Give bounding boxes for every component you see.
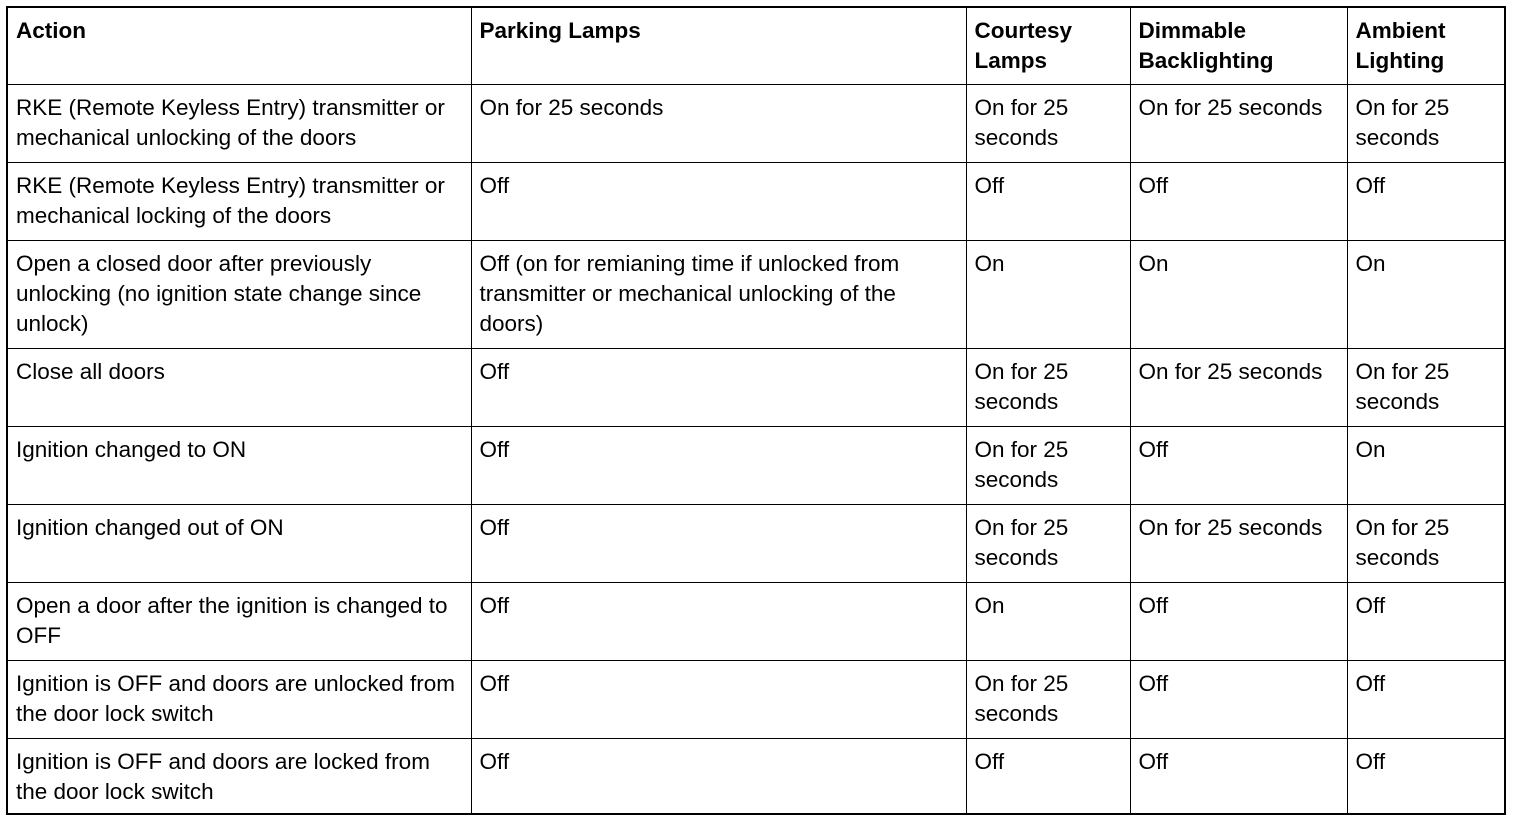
lighting-table-container [6,6,1506,815]
cell-dimmable-backlighting: Off [1130,738,1347,815]
cell-dimmable-backlighting: On [1130,240,1347,348]
table-row [8,162,1504,240]
cell-ambient-lighting: On for 25 seconds [1347,504,1504,582]
cell-action: Open a door after the ignition is changed to OFF [8,582,471,660]
header-courtesy-lamps: Courtesy Lamps [966,8,1130,84]
cell-dimmable-backlighting: Off [1130,162,1347,240]
cell-dimmable-backlighting: Off [1130,582,1347,660]
cell-action: Ignition changed to ON [8,426,471,504]
cell-parking-lamps: Off [471,426,966,504]
cell-courtesy-lamps: On for 25 seconds [966,84,1130,162]
cell-action: RKE (Remote Keyless Entry) transmitter or mechanical unlocking of the doors [8,84,471,162]
cell-parking-lamps: On for 25 seconds [471,84,966,162]
cell-parking-lamps: Off [471,348,966,426]
cell-dimmable-backlighting: Off [1130,660,1347,738]
table-row [8,348,1504,426]
table-header-row [8,8,1504,84]
cell-ambient-lighting: Off [1347,660,1504,738]
cell-parking-lamps: Off (on for remianing time if unlocked from transmitter or mechanical unlocking of the doors) [471,240,966,348]
header-parking-lamps: Parking Lamps [471,8,966,84]
cell-parking-lamps: Off [471,162,966,240]
table-row [8,660,1504,738]
cell-action: Open a closed door after previously unlocking (no ignition state change since unlock) [8,240,471,348]
cell-parking-lamps: Off [471,582,966,660]
table-row [8,84,1504,162]
cell-ambient-lighting: Off [1347,738,1504,815]
cell-courtesy-lamps: On [966,240,1130,348]
cell-ambient-lighting: Off [1347,162,1504,240]
cell-dimmable-backlighting: Off [1130,426,1347,504]
cell-ambient-lighting: On [1347,240,1504,348]
header-dimmable-backlighting: Dimmable Backlighting [1130,8,1347,84]
cell-parking-lamps: Off [471,738,966,815]
cell-courtesy-lamps: On [966,582,1130,660]
cell-action: RKE (Remote Keyless Entry) transmitter or mechanical locking of the doors [8,162,471,240]
header-action: Action [8,8,471,84]
cell-courtesy-lamps: Off [966,162,1130,240]
cell-ambient-lighting: Off [1347,582,1504,660]
cell-action: Ignition changed out of ON [8,504,471,582]
table-row [8,738,1504,815]
cell-courtesy-lamps: On for 25 seconds [966,660,1130,738]
cell-parking-lamps: Off [471,660,966,738]
cell-courtesy-lamps: On for 25 seconds [966,426,1130,504]
cell-dimmable-backlighting: On for 25 seconds [1130,348,1347,426]
header-ambient-lighting: Ambient Lighting [1347,8,1504,84]
table-row [8,240,1504,348]
cell-parking-lamps: Off [471,504,966,582]
table-row [8,582,1504,660]
cell-action: Ignition is OFF and doors are locked from the door lock switch [8,738,471,815]
cell-dimmable-backlighting: On for 25 seconds [1130,504,1347,582]
cell-action: Close all doors [8,348,471,426]
lighting-behavior-table [8,8,1504,815]
cell-dimmable-backlighting: On for 25 seconds [1130,84,1347,162]
cell-ambient-lighting: On [1347,426,1504,504]
table-row [8,504,1504,582]
cell-ambient-lighting: On for 25 seconds [1347,84,1504,162]
cell-courtesy-lamps: On for 25 seconds [966,348,1130,426]
table-row [8,426,1504,504]
cell-action: Ignition is OFF and doors are unlocked from the door lock switch [8,660,471,738]
cell-courtesy-lamps: Off [966,738,1130,815]
cell-courtesy-lamps: On for 25 seconds [966,504,1130,582]
cell-ambient-lighting: On for 25 seconds [1347,348,1504,426]
